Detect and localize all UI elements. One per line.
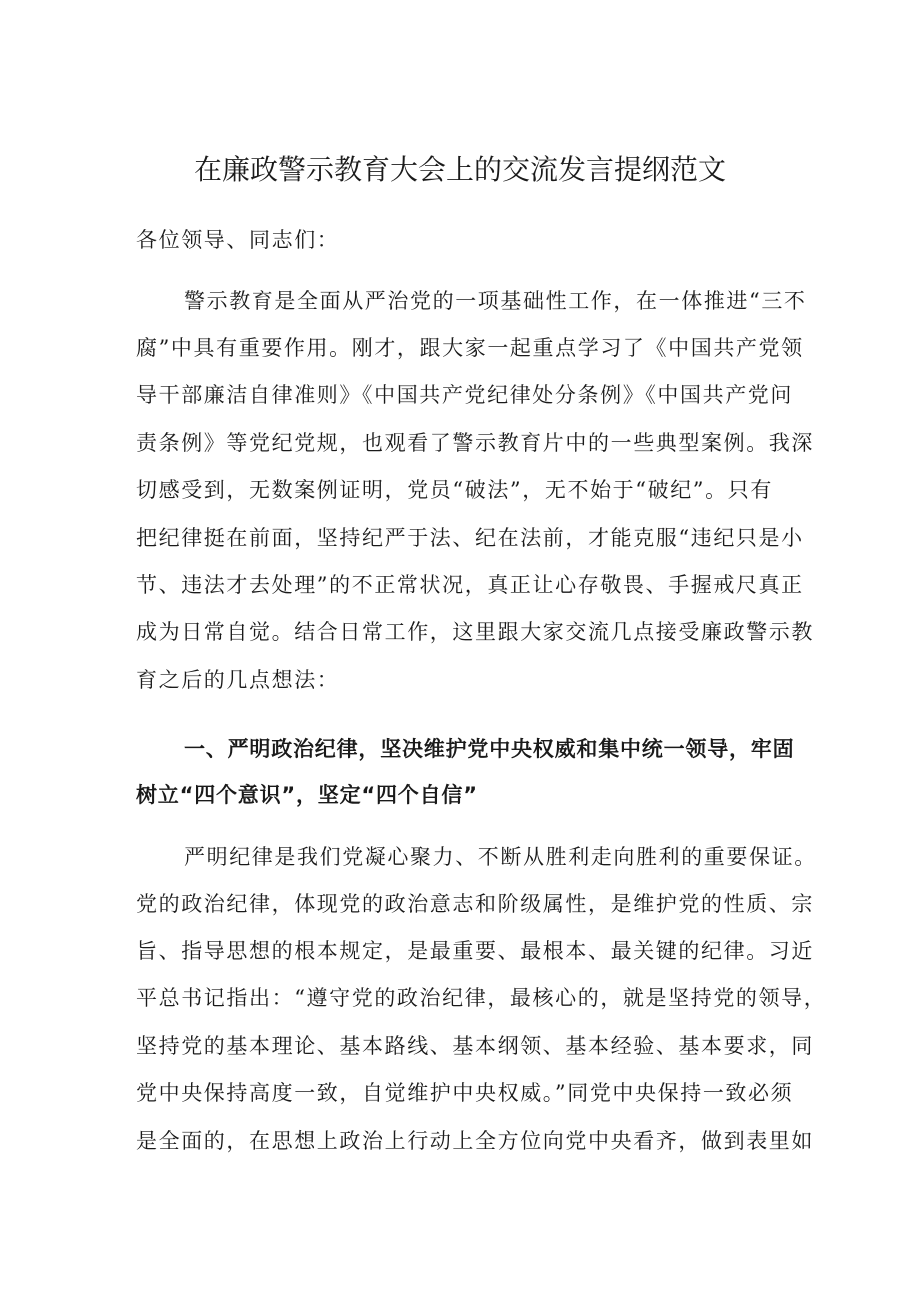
body-line: 坚持党的基本理论、基本路线、基本纲领、基本经验、基本要求，同	[136, 1034, 814, 1058]
section-heading-line: 树立“四个意识”，坚定“四个自信”	[136, 783, 478, 807]
section-heading-line: 一、严明政治纪律，坚决维护党中央权威和集中统一领导，牢固	[184, 737, 795, 761]
intro-line: 责条例》等党纪党规，也观看了警示教育片中的一些典型案例。我深	[136, 431, 814, 455]
body-line: 平总书记指出：“遵守党的政治纪律，最核心的，就是坚持党的领导，	[136, 986, 827, 1010]
body-line: 旨、指导思想的根本规定，是最重要、最根本、最关键的纪律。习近	[136, 939, 814, 963]
salutation: 各位领导、同志们：	[136, 228, 340, 252]
body-line: 党中央保持高度一致，自觉维护中央权威。”同党中央保持一致必须	[136, 1081, 794, 1105]
body-line: 党的政治纪律，体现党的政治意志和阶级属性，是维护党的性质、宗	[136, 892, 814, 916]
intro-line: 育之后的几点想法：	[136, 668, 340, 692]
intro-line: 成为日常自觉。结合日常工作，这里跟大家交流几点接受廉政警示教	[136, 620, 814, 644]
body-line: 严明纪律是我们党凝心聚力、不断从胜利走向胜利的重要保证。	[184, 845, 817, 869]
intro-line: 把纪律挺在前面，坚持纪严于法、纪在法前，才能克服“违纪只是小	[136, 526, 804, 550]
document-title: 在廉政警示教育大会上的交流发言提纲范文	[193, 153, 726, 186]
intro-line: 切感受到，无数案例证明，党员“破法”，无不始于“破纪”。只有	[136, 478, 773, 502]
intro-line: 节、违法才去处理”的不正常状况，真正让心存敬畏、手握戒尺真正	[136, 573, 804, 597]
intro-line: 腐”中具有重要作用。刚才，跟大家一起重点学习了《中国共产党领	[136, 336, 804, 360]
intro-line: 警示教育是全面从严治党的一项基础性工作，在一体推进“三不	[184, 289, 807, 313]
intro-line: 导干部廉洁自律准则》《中国共产党纪律处分条例》《中国共产党问	[136, 383, 793, 407]
body-line: 是全面的，在思想上政治上行动上全方位向党中央看齐，做到表里如	[136, 1129, 814, 1153]
